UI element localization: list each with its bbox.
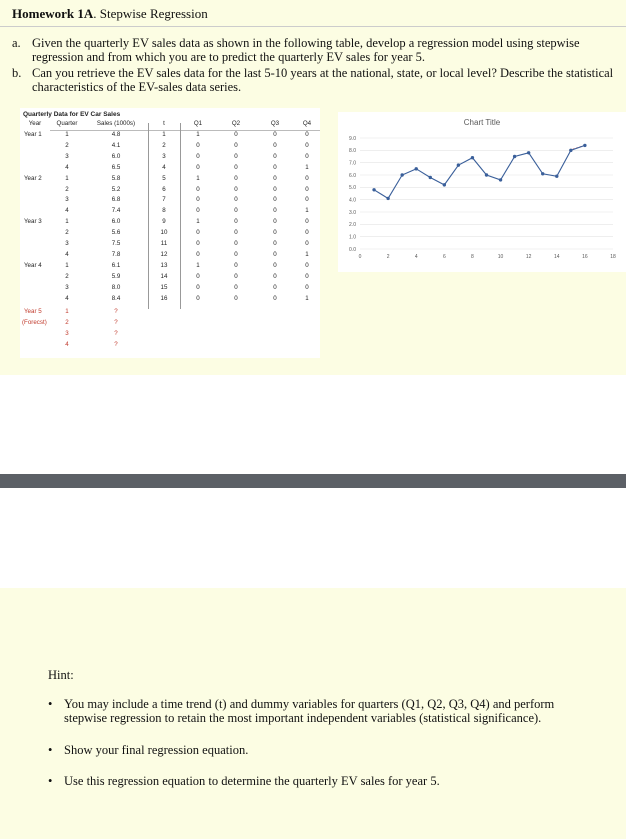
table-cell: 0: [196, 272, 200, 280]
forecast-quarter: 4: [65, 341, 69, 349]
table-cell: 3: [65, 196, 69, 204]
table-cell: 0: [196, 283, 200, 291]
table-cell: 0: [196, 294, 200, 302]
question-b-text: Can you retrieve the EV sales data for the last 5-10 years at the national, state, or local level? Describe the statistical characteristics of the EV-sales data series.: [32, 66, 614, 94]
table-cell: 0: [273, 131, 277, 138]
x-tick-label: 14: [553, 254, 560, 260]
table-cell: 1: [196, 261, 200, 269]
table-cell: 6.1: [111, 261, 121, 269]
table-cell: 1: [305, 250, 309, 258]
table-cell: 2: [162, 141, 166, 149]
hint-bullet-3: [48, 774, 608, 790]
forecast-year-label: (Forecst): [22, 319, 47, 327]
table-cell: 4.1: [111, 141, 121, 149]
table-cell: 0: [305, 229, 309, 237]
data-point: [499, 178, 502, 181]
data-point: [555, 175, 558, 178]
table-cell: 0: [273, 185, 277, 193]
x-tick-label: 8: [471, 254, 474, 260]
table-cell: 0: [305, 185, 309, 193]
chart-svg: [338, 112, 626, 272]
hint-title: Hint:: [48, 668, 74, 682]
table-cell: 10: [160, 229, 168, 237]
x-tick-label: 6: [442, 254, 446, 260]
table-cell: 4: [162, 163, 166, 171]
table-cell: 11: [160, 240, 168, 247]
hint-bullet-3-text: Use this regression equation to determine the quarterly EV sales for year 5.: [64, 774, 440, 788]
table-cell: 0: [305, 283, 309, 291]
table-cell: 5.9: [111, 272, 121, 280]
table-cell: 5.6: [111, 229, 121, 237]
table-cell: 4: [65, 294, 69, 302]
table-year-label: Year 4: [24, 261, 42, 269]
table-cell: 0: [196, 141, 200, 149]
hint-bullet-1: [48, 697, 608, 727]
data-point: [527, 151, 530, 154]
y-tick-label: 4.0: [349, 197, 356, 204]
question-a: [12, 36, 617, 66]
table-cell: 0: [305, 131, 309, 138]
data-point: [415, 167, 418, 170]
data-point: [400, 173, 403, 176]
table-cell: 0: [305, 141, 309, 149]
table-header: Q2: [231, 120, 241, 127]
table-cell: 0: [273, 207, 277, 215]
table-cell: 0: [234, 141, 238, 149]
table-cell: 1: [196, 131, 200, 138]
bullet-icon: •: [48, 774, 53, 788]
table-year-label: Year 1: [24, 131, 42, 138]
table-cell: 0: [273, 229, 277, 237]
y-tick-label: 0.0: [349, 246, 356, 253]
table-cell: 1: [196, 218, 200, 226]
table-cell: 0: [273, 163, 277, 171]
table-cell: 2: [65, 272, 69, 280]
table-cell: 0: [273, 294, 277, 302]
table-cell: 0: [234, 229, 238, 237]
table-cell: 0: [305, 174, 309, 182]
bullet-icon: •: [48, 697, 53, 711]
data-point: [471, 156, 474, 159]
line-chart: [338, 112, 626, 272]
table-cell: 13: [160, 261, 168, 269]
forecast-sales: ?: [114, 308, 118, 316]
table-cell: 0: [196, 163, 200, 171]
data-point: [485, 173, 488, 176]
table-cell: 4.8: [111, 131, 121, 138]
x-tick-label: 18: [610, 254, 616, 260]
chart-title: Chart Title: [463, 118, 501, 127]
table-cell: 5.2: [111, 185, 121, 193]
table-cell: 14: [160, 272, 168, 280]
column-divider: [180, 123, 181, 309]
table-cell: 5.8: [111, 174, 121, 182]
table-cell: 0: [234, 185, 238, 193]
question-b-label: b.: [12, 66, 22, 80]
y-tick-label: 9.0: [349, 135, 356, 142]
data-point: [457, 163, 460, 166]
table-cell: 0: [234, 152, 238, 160]
table-title: Quarterly Data for EV Car Sales: [23, 111, 121, 118]
table-cell: 3: [65, 152, 69, 160]
table-cell: 0: [273, 240, 277, 247]
table-cell: 1: [65, 261, 69, 269]
table-cell: 7.8: [111, 250, 121, 258]
y-tick-label: 7.0: [349, 160, 356, 167]
x-tick-label: 2: [386, 254, 390, 260]
divider-band: [0, 474, 626, 488]
table-cell: 0: [196, 152, 200, 160]
data-point: [429, 176, 432, 179]
table-cell: 0: [305, 196, 309, 204]
table-cell: 0: [234, 240, 238, 247]
table-cell: 1: [196, 174, 200, 182]
table-cell: 3: [162, 152, 166, 160]
forecast-quarter: 1: [65, 308, 69, 316]
data-point: [583, 144, 586, 147]
data-point: [372, 188, 375, 191]
table-cell: 0: [196, 196, 200, 204]
table-cell: 9: [162, 218, 166, 226]
hint-bullet-2: [48, 743, 608, 759]
table-cell: 0: [273, 283, 277, 291]
table-header: Q3: [270, 120, 280, 127]
table-cell: 0: [273, 261, 277, 269]
table-cell: 2: [65, 229, 69, 237]
forecast-quarter: 2: [65, 319, 69, 327]
data-point: [386, 197, 389, 200]
table-cell: 0: [305, 152, 309, 160]
hint-bullet-2-text: Show your final regression equation.: [64, 743, 249, 757]
table-cell: 16: [160, 294, 168, 302]
y-tick-label: 2.0: [349, 222, 356, 229]
table-cell: 6: [162, 185, 166, 193]
table-year-label: Year 3: [24, 218, 42, 226]
question-b: [12, 66, 617, 96]
table-cell: 0: [234, 163, 238, 171]
table-cell: 6.5: [111, 163, 121, 171]
table-cell: 3: [65, 283, 69, 291]
table-cell: 0: [234, 196, 238, 204]
y-tick-label: 5.0: [349, 185, 356, 192]
table-cell: 15: [160, 283, 168, 291]
table-cell: 12: [160, 250, 168, 258]
table-cell: 0: [234, 131, 238, 138]
table-cell: 6.8: [111, 196, 121, 204]
forecast-sales: ?: [114, 341, 118, 349]
table-cell: 1: [305, 163, 309, 171]
table-cell: 1: [65, 218, 69, 226]
question-a-label: a.: [12, 36, 21, 50]
data-point: [443, 183, 446, 186]
table-cell: 0: [234, 272, 238, 280]
table-cell: 0: [273, 218, 277, 226]
x-tick-label: 4: [414, 254, 418, 260]
table-year-label: Year 2: [24, 174, 42, 182]
table-cell: 0: [305, 261, 309, 269]
table-cell: 0: [196, 229, 200, 237]
table-cell: 0: [273, 152, 277, 160]
forecast-quarter: 3: [65, 330, 69, 338]
table-cell: 2: [65, 141, 69, 149]
x-tick-label: 10: [497, 254, 504, 260]
table-cell: 6.0: [111, 218, 121, 226]
table-header: t: [163, 120, 165, 127]
table-cell: 0: [305, 240, 309, 247]
table-cell: 1: [65, 131, 69, 138]
table-cell: 8: [162, 207, 166, 215]
table-cell: 0: [196, 250, 200, 258]
table-cell: 0: [273, 174, 277, 182]
table-cell: 0: [305, 218, 309, 226]
table-cell: 0: [234, 250, 238, 258]
hint-bullet-1-line-2: stepwise regression to retain the most important independent variables (statistical significance).: [64, 711, 542, 725]
table-header: Sales (1000s): [96, 120, 136, 127]
table-cell: 1: [65, 174, 69, 182]
table-cell: 1: [162, 131, 166, 138]
table-cell: 4: [65, 207, 69, 215]
table-cell: 0: [234, 207, 238, 215]
x-tick-label: 16: [582, 254, 588, 260]
forecast-sales: ?: [114, 319, 118, 327]
table-cell: 8.0: [111, 283, 121, 291]
data-point: [569, 149, 572, 152]
data-point: [541, 172, 544, 175]
table-cell: 0: [234, 294, 238, 302]
table-header: Year: [28, 120, 42, 127]
table-cell: 0: [305, 272, 309, 280]
bullet-icon: •: [48, 743, 53, 757]
y-tick-label: 1.0: [349, 234, 356, 241]
forecast-year-label: Year 5: [24, 308, 42, 316]
table-cell: 0: [234, 261, 238, 269]
x-tick-label: 12: [525, 254, 532, 260]
table-cell: 1: [305, 207, 309, 215]
table-cell: 3: [65, 240, 69, 247]
table-cell: 2: [65, 185, 69, 193]
data-point: [513, 155, 516, 158]
table-cell: 7: [162, 196, 166, 204]
table-cell: 0: [234, 218, 238, 226]
divider: [0, 26, 626, 27]
table-cell: 7.5: [111, 240, 121, 247]
table-header: Quarter: [56, 120, 78, 127]
table-cell: 7.4: [111, 207, 121, 215]
page-title: Homework 1A. Stepwise Regression: [12, 6, 208, 21]
table-cell: 8.4: [111, 294, 121, 302]
table-cell: 0: [196, 185, 200, 193]
table-cell: 0: [196, 240, 200, 247]
table-cell: 0: [273, 272, 277, 280]
series-line: [374, 145, 585, 198]
hint-bullet-1-line-1: You may include a time trend (t) and dummy variables for quarters (Q1, Q2, Q3, Q4) and perform: [64, 697, 555, 711]
table-cell: 0: [234, 283, 238, 291]
table-cell: 4: [65, 250, 69, 258]
forecast-sales: ?: [114, 330, 118, 338]
ev-sales-table: [20, 108, 320, 358]
x-tick-label: 0: [358, 254, 362, 260]
table-cell: 0: [273, 196, 277, 204]
table-cell: 6.0: [111, 152, 121, 160]
table-cell: 1: [305, 294, 309, 302]
y-tick-label: 6.0: [349, 172, 356, 179]
y-tick-label: 8.0: [349, 148, 356, 155]
y-tick-label: 3.0: [349, 209, 356, 216]
table-cell: 0: [196, 207, 200, 215]
table-cell: 5: [162, 174, 166, 182]
table-header: Q1: [193, 120, 203, 127]
column-divider: [148, 123, 149, 309]
question-a-text: Given the quarterly EV sales data as shown in the following table, develop a regression model using stepwise regression and from which you are to predict the quarterly EV sales for year 5.: [32, 36, 580, 64]
table-cell: 0: [273, 250, 277, 258]
table-cell: 4: [65, 163, 69, 171]
table-cell: 0: [273, 141, 277, 149]
table-cell: 0: [234, 174, 238, 182]
table-header: Q4: [302, 120, 312, 127]
